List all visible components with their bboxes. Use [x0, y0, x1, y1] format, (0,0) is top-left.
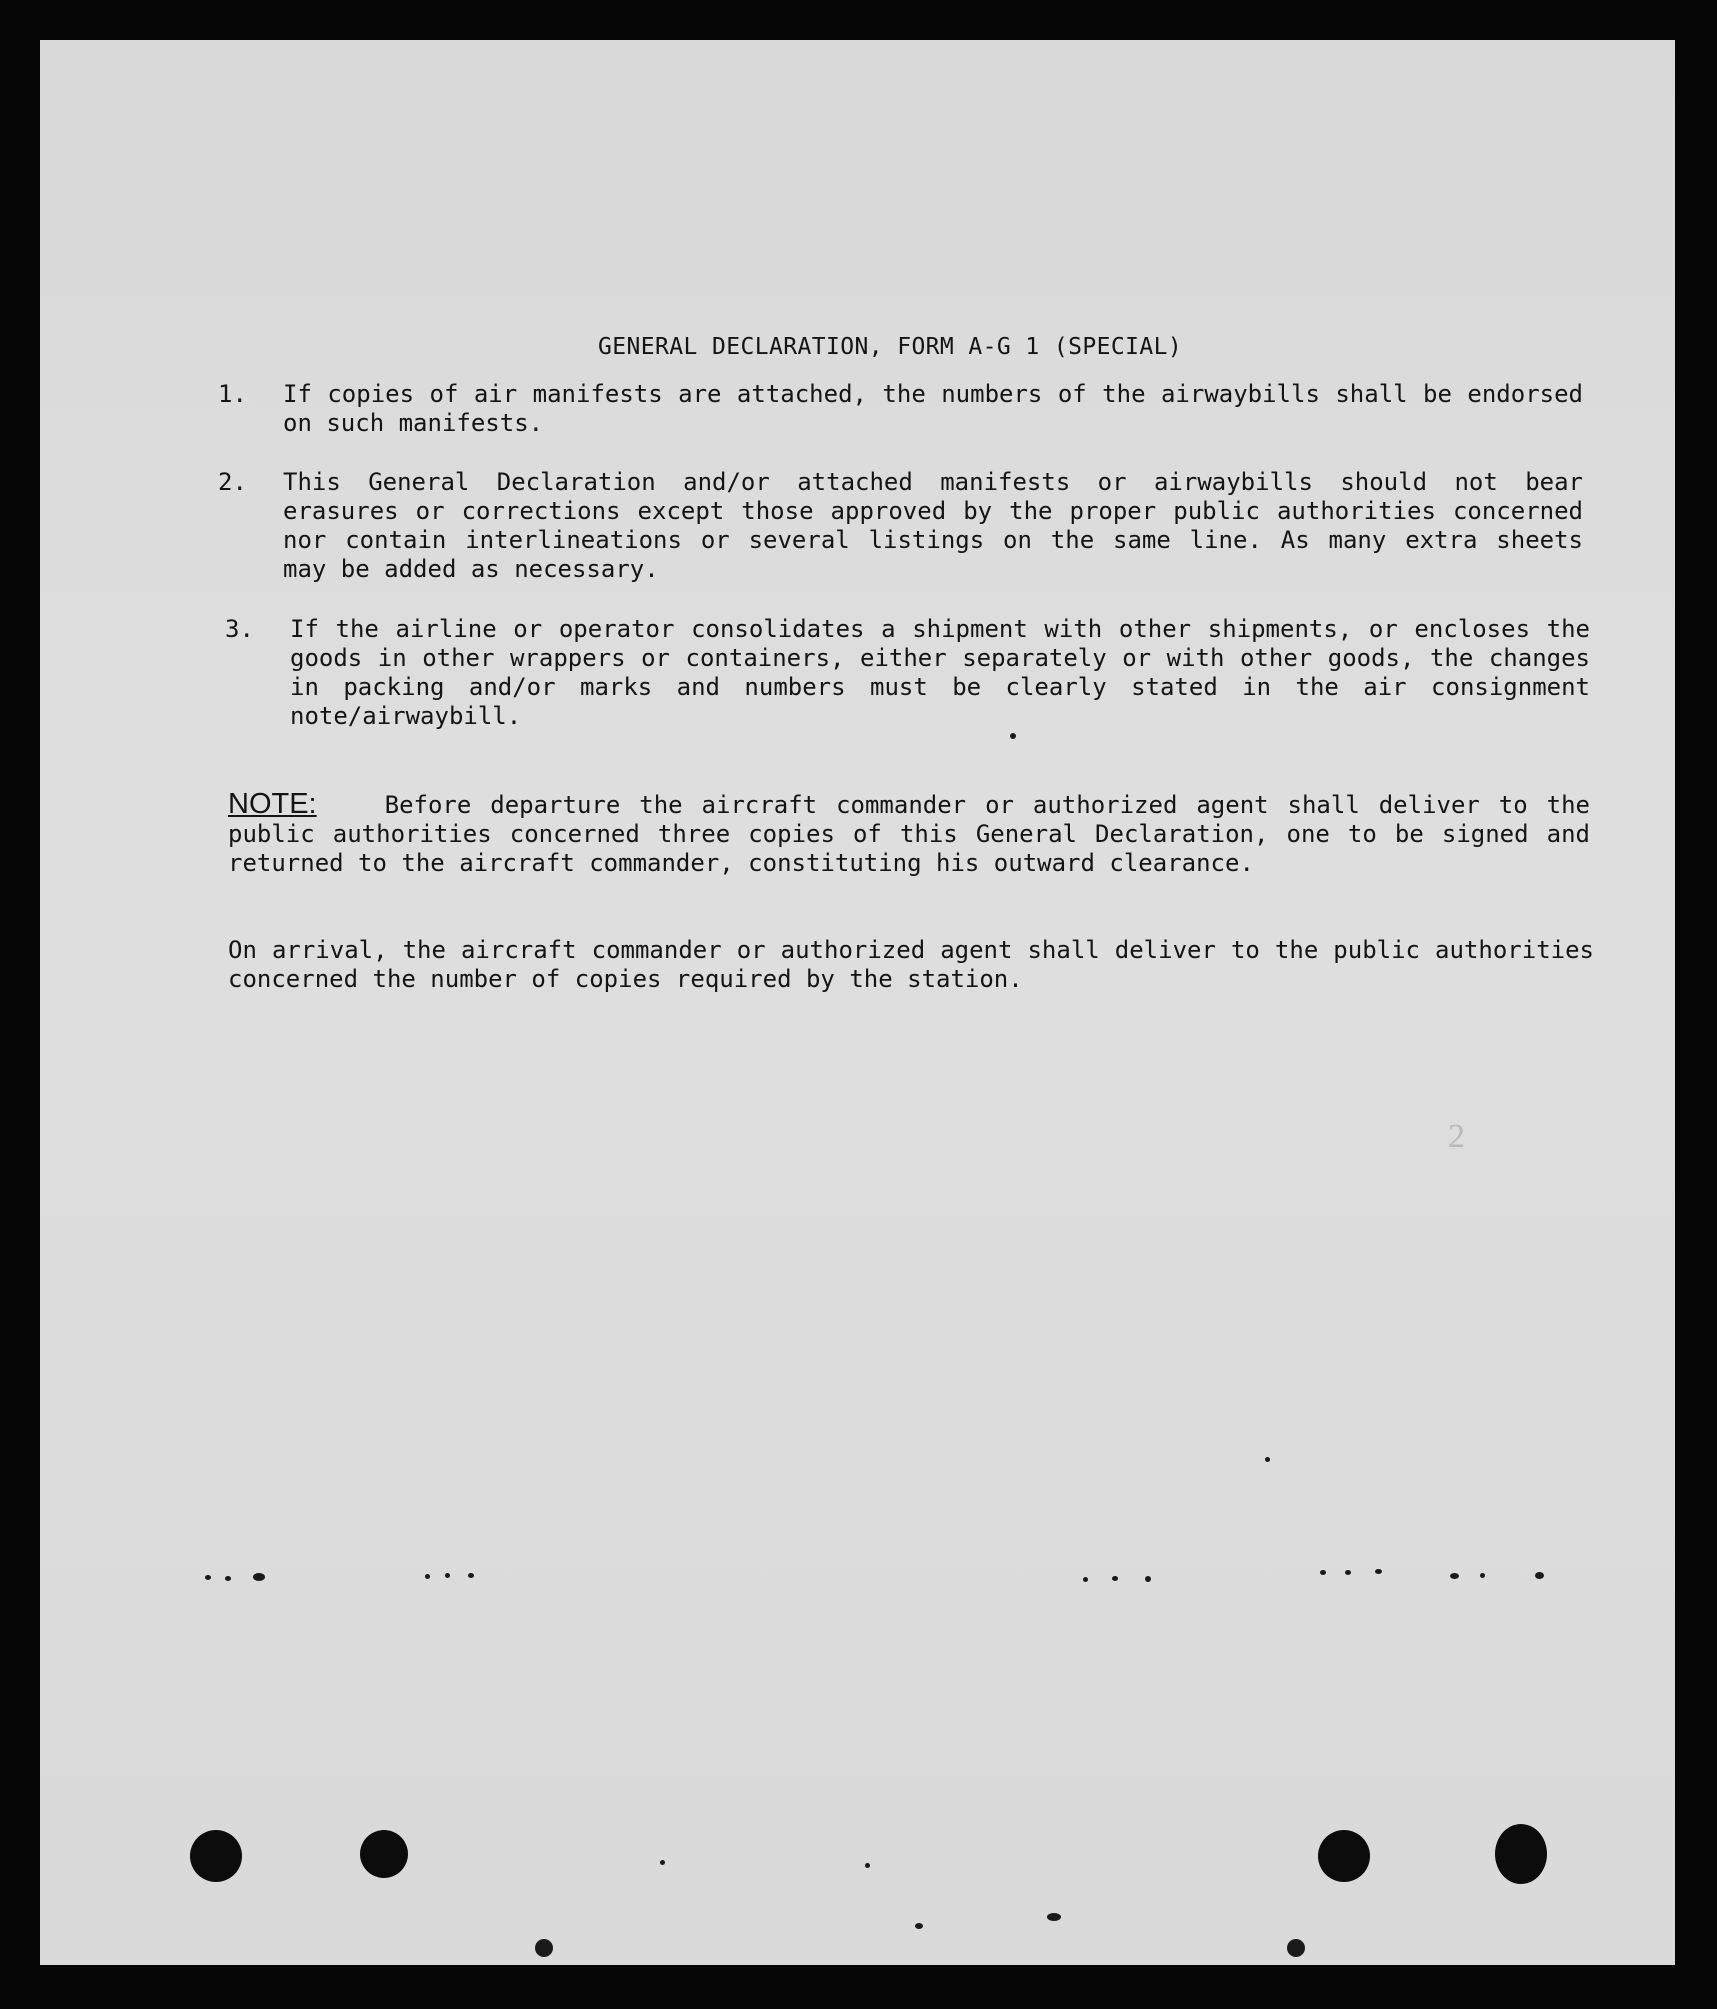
punch-hole	[190, 1830, 242, 1882]
speck	[205, 1575, 211, 1580]
speck	[445, 1573, 450, 1578]
staple-mark	[535, 1939, 553, 1957]
punch-hole	[1495, 1824, 1547, 1884]
speck	[425, 1574, 430, 1579]
speck	[1450, 1573, 1459, 1579]
item-number: 1.	[218, 380, 247, 408]
item-number: 3.	[225, 615, 254, 643]
speck	[1047, 1913, 1061, 1921]
speck	[468, 1573, 474, 1578]
speck	[1320, 1570, 1326, 1575]
item-text: This General Declaration and/or attached manifests or airwaybills should not bear erasures or corrections except those approved by the proper public authorities concerned nor contain interlineations or several listings on the same line. As many extra sheets may be added as necessary.	[283, 468, 1583, 583]
item-text: If copies of air manifests are attached, the numbers of the airwaybills shall be endorsed on such manifests.	[283, 380, 1583, 437]
speck	[1265, 1457, 1270, 1462]
speck	[225, 1576, 231, 1581]
speck	[660, 1860, 665, 1865]
arrival-paragraph: On arrival, the aircraft commander or authorized agent shall deliver to the public authorities concerned the number of copies required by the station.	[228, 936, 1594, 993]
speck	[1112, 1576, 1118, 1581]
speck	[1083, 1577, 1088, 1582]
speck	[1010, 733, 1016, 739]
speck	[1535, 1572, 1544, 1579]
item-text: If the airline or operator consolidates a shipment with other shipments, or encloses the goods in other wrappers or containers, either separately or with other goods, the changes in packing and/or marks and numbers must be clearly stated in the air consignment note/airwaybill.	[290, 615, 1590, 730]
note-label: NOTE:	[228, 788, 317, 820]
faint-page-mark: 2	[1448, 1118, 1465, 1155]
note-text: Before departure the aircraft commander or authorized agent shall deliver to the public authorities concerned three copies of this General Declaration, one to be signed and returned to the aircraft commander, constituting his outward clearance.	[228, 791, 1590, 877]
speck	[1480, 1573, 1485, 1578]
speck	[1345, 1570, 1351, 1575]
speck	[1145, 1576, 1151, 1582]
item-number: 2.	[218, 468, 247, 496]
punch-hole	[360, 1830, 408, 1878]
staple-mark	[1287, 1939, 1305, 1957]
paper-sheet	[40, 40, 1675, 1965]
speck	[915, 1923, 923, 1929]
speck	[253, 1573, 265, 1581]
speck	[865, 1863, 870, 1868]
punch-hole	[1318, 1830, 1370, 1882]
speck	[1375, 1569, 1382, 1574]
document-title: GENERAL DECLARATION, FORM A-G 1 (SPECIAL)	[598, 334, 1183, 360]
note-paragraph	[228, 790, 1590, 878]
